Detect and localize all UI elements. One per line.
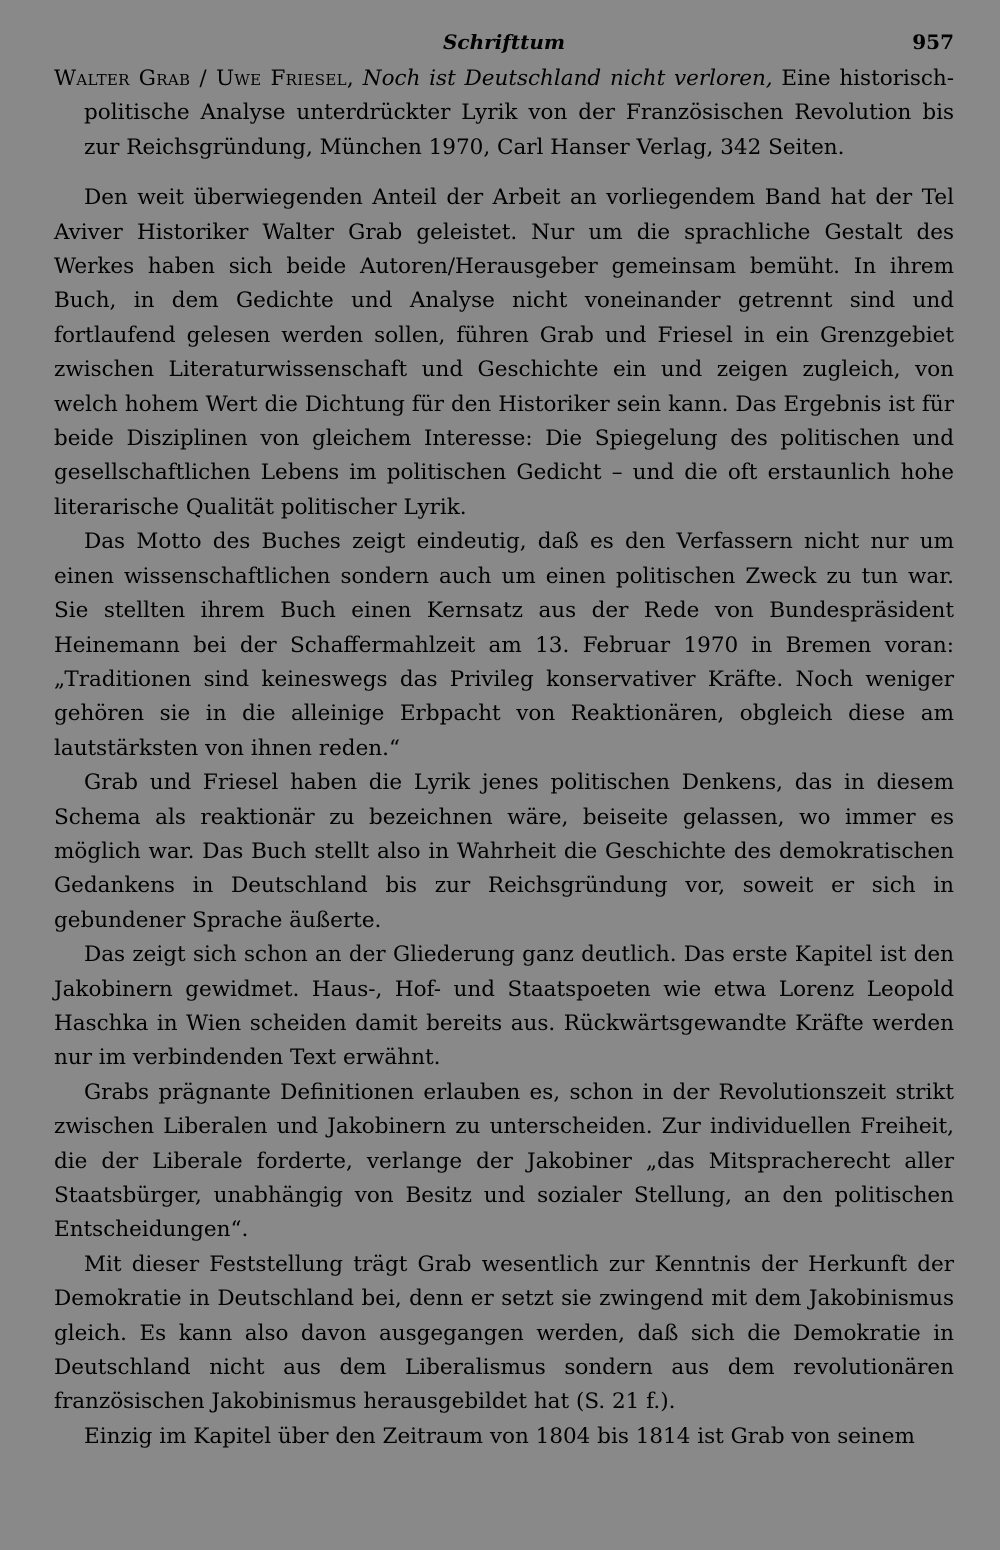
- reference-authors: Walter Grab / Uwe Friesel,: [54, 66, 354, 91]
- reference-details: Eine historisch-politische Analyse unterdrückter Lyrik von der Französischen Revolution bis zur Reichsgründung, München 1970, Carl Hanser Verlag, 342 Seiten.: [84, 66, 955, 160]
- paragraph: Grabs prägnante Definitionen erlauben es, schon in der Revolutionszeit strikt zwischen Liberalen und Jakobinern zu unterscheiden. Zur individuellen Freiheit, die der Liberale forderte, verlange der Jakobiner „das Mitspracherecht aller Staatsbürger, unabhängig von Besitz und sozialer Stellung, an den politischen Entscheidungen“.: [54, 1079, 954, 1243]
- running-title: Schrifttum: [442, 30, 566, 54]
- paragraph: Grab und Friesel haben die Lyrik jenes politischen Denkens, das in diesem Schema als reaktionär zu bezeichnen wäre, beiseite gelassen, wo immer es möglich war. Das Buch stellt also in Wahrheit die Geschichte des demokratischen Gedankens in Deutschland bis zur Reichsgründung vor, soweit er sich in gebundener Sprache äußerte.: [54, 770, 954, 933]
- paragraph: Das Motto des Buches zeigt eindeutig, daß es den Verfassern nicht nur um einen wissenschaftlichen sondern auch um einen politischen Zweck zu tun war. Sie stellten ihrem Buch einen Kernsatz aus der Rede von Bundespräsident Heinemann bei der Schaffermahlzeit am 13. Februar 1970 in Bremen voran: „Traditionen sind keineswegs das Privileg konservativer Kräfte. Noch weniger gehören sie in die alleinige Erbpacht von Reaktionären, obgleich diese am lautstärksten von ihnen reden.“: [54, 529, 954, 761]
- page-number: 957: [912, 30, 954, 54]
- bibliographic-reference: [54, 62, 954, 165]
- document-page: [54, 22, 954, 1454]
- reference-title: Noch ist Deutschland nicht verloren,: [362, 66, 773, 91]
- page-header: [54, 22, 954, 62]
- paragraph: Den weit überwiegenden Anteil der Arbeit an vorliegendem Band hat der Tel Aviver Historiker Walter Grab geleistet. Nur um die sprachliche Gestalt des Werkes haben sich beide Autoren/Herausgeber gemeinsam bemüht. In ihrem Buch, in dem Gedichte und Analyse nicht voneinander getrennt sind und fortlaufend gelesen werden sollen, führen Grab und Friesel in ein Grenzgebiet zwischen Literaturwissenschaft und Geschichte ein und zeigen zugleich, von welch hohem Wert die Dichtung für den Historiker sein kann. Das Ergebnis ist für beide Disziplinen von gleichem Interesse: Die Spiegelung des politischen und gesellschaftlichen Lebens im politischen Gedicht – und die oft erstaunlich hohe literarische Qualität politischer Lyrik.: [54, 185, 954, 520]
- paragraph: Das zeigt sich schon an der Gliederung ganz deutlich. Das erste Kapitel ist den Jakobinern gewidmet. Haus-, Hof- und Staatspoeten wie etwa Lorenz Leopold Haschka in Wien scheiden damit bereits aus. Rückwärtsgewandte Kräfte werden nur im verbindenden Text erwähnt.: [54, 942, 954, 1071]
- paragraph: Einzig im Kapitel über den Zeitraum von 1804 bis 1814 ist Grab von seinem: [84, 1423, 915, 1449]
- paragraph: Mit dieser Feststellung trägt Grab wesentlich zur Kenntnis der Herkunft der Demokratie in Deutschland bei, denn er setzt sie zwingend mit dem Jakobinismus gleich. Es kann also davon ausgegangen werden, daß sich die Demokratie in Deutschland nicht aus dem Liberalismus sondern aus dem revolutionären französischen Jakobinismus herausgebildet hat (S. 21 f.).: [54, 1251, 954, 1415]
